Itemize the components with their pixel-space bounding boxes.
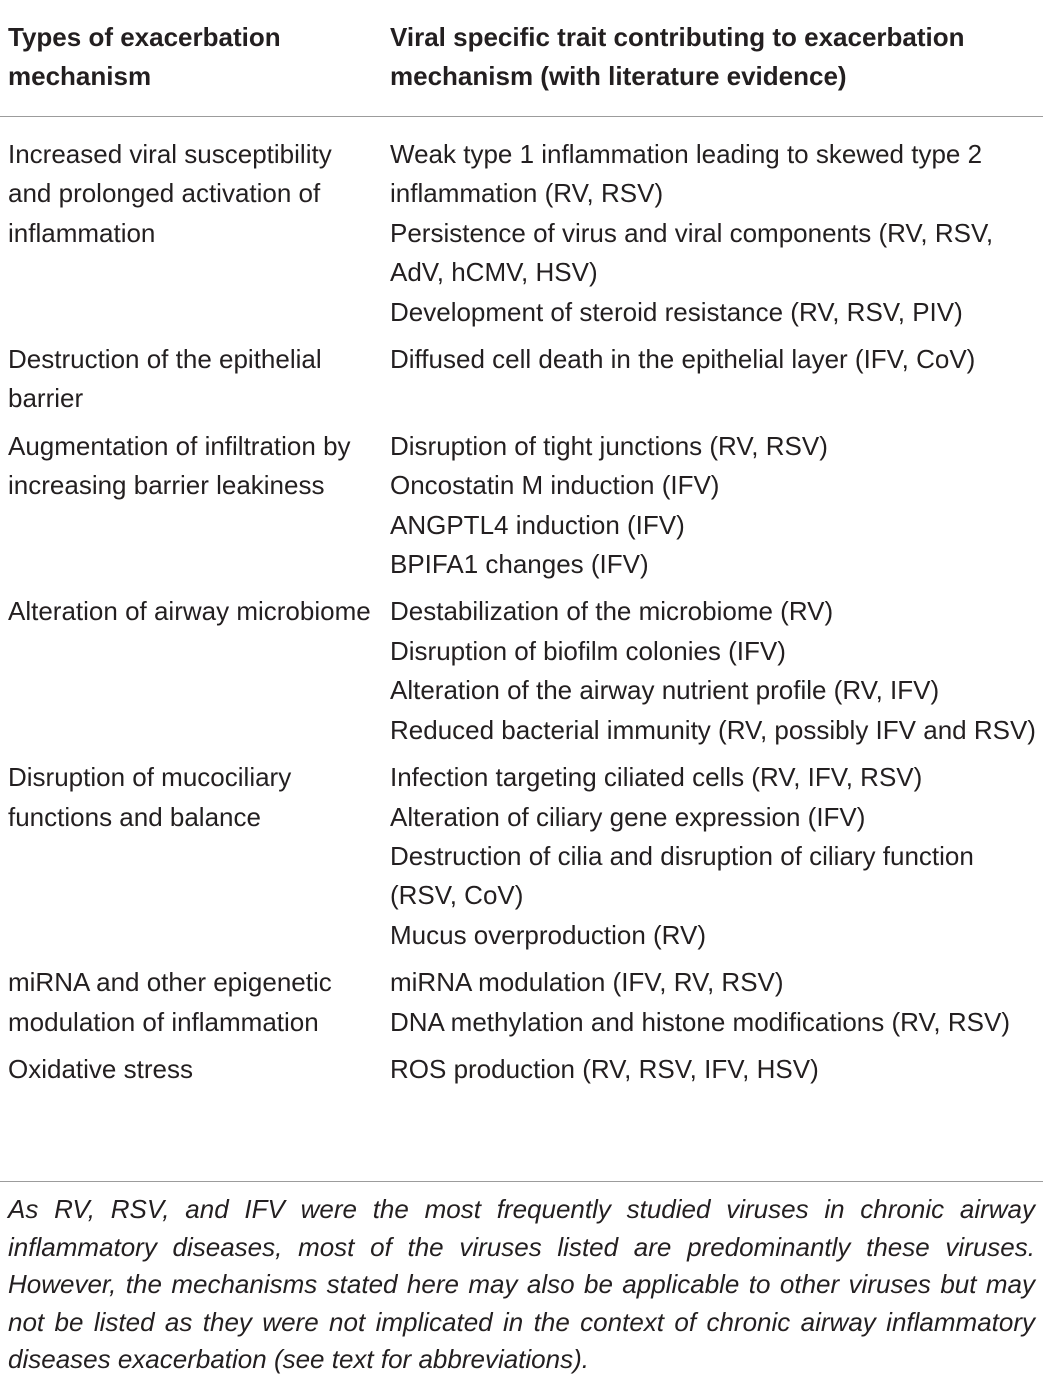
- mechanism-type: Destruction of the epithelial barrier: [8, 344, 322, 414]
- table-row: [0, 117, 1043, 340]
- table-row: [0, 592, 1043, 758]
- mechanism-type: Augmentation of infiltration by increasing barrier leakiness: [8, 430, 351, 501]
- footer-divider: [0, 1181, 1043, 1182]
- trait-item: Alteration of the airway nutrient profile (RV, IFV): [390, 675, 940, 706]
- mechanism-type: Disruption of mucociliary functions and balance: [8, 762, 292, 832]
- viral-traits: [388, 758, 1043, 963]
- mechanism-type: Oxidative stress: [8, 1053, 193, 1084]
- column-header-trait: Viral specific trait contributing to exacerbation mechanism (with literature evidence): [390, 22, 965, 91]
- trait-item: Disruption of tight junctions (RV, RSV): [390, 430, 828, 461]
- table-header-row: [0, 18, 1043, 117]
- viral-traits: [388, 340, 1043, 427]
- trait-item: BPIFA1 changes (IFV): [390, 549, 649, 580]
- trait-item: Infection targeting ciliated cells (RV, IFV, RSV): [390, 762, 923, 793]
- trait-item: Destruction of cilia and disruption of ciliary function (RSV, CoV): [390, 840, 974, 911]
- trait-item: ROS production (RV, RSV, IFV, HSV): [390, 1053, 819, 1084]
- table-row: [0, 963, 1043, 1050]
- trait-item: Persistence of virus and viral components (RV, RSV, AdV, hCMV, HSV): [390, 217, 994, 288]
- viral-traits: [388, 592, 1043, 758]
- table-footnote: As RV, RSV, and IFV were the most frequently studied viruses in chronic airway inflammatory diseases, most of the viruses listed are predominantly these viruses. However, the mechanisms stated here may also be applicable to other viruses but may not be listed as they were not implicated in the context of chronic airway inflammatory diseases exacerbation (see text for abbreviations).: [8, 1194, 1035, 1375]
- table-row: [0, 1050, 1043, 1101]
- table-row: [0, 758, 1043, 963]
- trait-item: Alteration of ciliary gene expression (IFV): [390, 801, 866, 832]
- mechanism-table: [0, 18, 1043, 1101]
- column-header-type: Types of exacerbation mechanism: [8, 22, 281, 91]
- trait-item: DNA methylation and histone modifications (RV, RSV): [390, 1006, 1010, 1037]
- table-row: [0, 340, 1043, 427]
- mechanism-type: miRNA and other epigenetic modulation of inflammation: [8, 967, 332, 1037]
- table-row: [0, 427, 1043, 593]
- mechanism-type: Increased viral susceptibility and prolonged activation of inflammation: [8, 139, 332, 248]
- trait-item: ANGPTL4 induction (IFV): [390, 509, 685, 540]
- viral-traits: [388, 117, 1043, 340]
- viral-traits: [388, 963, 1043, 1050]
- trait-item: Disruption of biofilm colonies (IFV): [390, 635, 786, 666]
- viral-traits: [388, 1050, 1043, 1101]
- viral-traits: [388, 427, 1043, 593]
- trait-item: Weak type 1 inflammation leading to skewed type 2 inflammation (RV, RSV): [390, 139, 983, 209]
- trait-item: Diffused cell death in the epithelial layer (IFV, CoV): [390, 344, 976, 375]
- mechanism-type: Alteration of airway microbiome: [8, 596, 371, 627]
- trait-item: Oncostatin M induction (IFV): [390, 470, 720, 501]
- trait-item: Destabilization of the microbiome (RV): [390, 596, 834, 627]
- trait-item: Reduced bacterial immunity (RV, possibly IFV and RSV): [390, 714, 1036, 745]
- trait-item: Development of steroid resistance (RV, RSV, PIV): [390, 296, 963, 327]
- trait-item: Mucus overproduction (RV): [390, 919, 706, 950]
- trait-item: miRNA modulation (IFV, RV, RSV): [390, 967, 784, 998]
